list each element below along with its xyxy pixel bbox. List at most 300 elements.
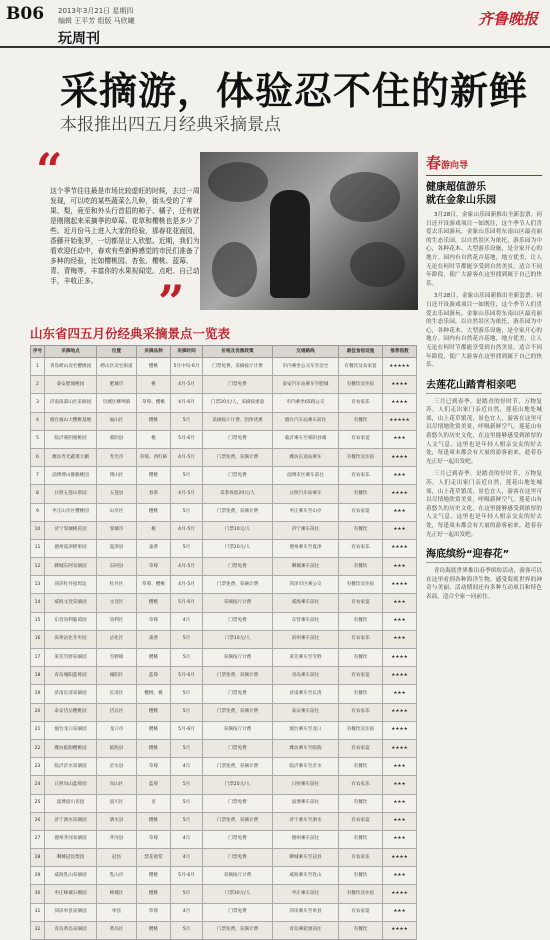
table-cell: 寿光市 bbox=[97, 448, 137, 466]
table-cell: ★★★★★ bbox=[383, 358, 417, 376]
table-cell: ★★★★ bbox=[383, 849, 417, 867]
table-cell: 门票免费 bbox=[203, 558, 273, 576]
table-cell: 门票免费，采摘计费 bbox=[203, 448, 273, 466]
table-cell: 6 bbox=[31, 448, 45, 466]
table-cell: 樱桃 bbox=[137, 867, 171, 885]
table-cell: 4月 bbox=[171, 849, 203, 867]
table-cell: 博山区 bbox=[97, 467, 137, 485]
table-cell: 烟台福山大樱桃基地 bbox=[45, 412, 97, 430]
table-cell: 采摘按斤计费 bbox=[203, 594, 273, 612]
table-cell: 菏泽牡丹园周边 bbox=[45, 576, 97, 594]
table-row bbox=[31, 830, 417, 848]
table-header-cell: 最佳食宿设施 bbox=[339, 346, 383, 358]
table-row bbox=[31, 539, 417, 557]
table-cell: 枣庄峄城石榴园 bbox=[45, 885, 97, 903]
table-row bbox=[31, 685, 417, 703]
table-cell: 樱桃 bbox=[137, 412, 171, 430]
table-cell: 4月-5月 bbox=[171, 485, 203, 503]
table-cell: 桑葚 bbox=[137, 630, 171, 648]
open-quote-icon: “ bbox=[36, 143, 63, 197]
table-cell: 门票免费 bbox=[203, 612, 273, 630]
table-cell: 20 bbox=[31, 703, 45, 721]
table-cell: ★★★ bbox=[383, 430, 417, 448]
table-row bbox=[31, 448, 417, 466]
table-cell: 5月-6月 bbox=[171, 667, 203, 685]
table-cell: 历城区柳埠镇 bbox=[97, 394, 137, 412]
table-cell: 采茶体验20元/人 bbox=[203, 485, 273, 503]
table-cell: 1 bbox=[31, 358, 45, 376]
table-row bbox=[31, 667, 417, 685]
table-cell: 牡丹区 bbox=[97, 576, 137, 594]
table-header-cell: 位置 bbox=[97, 346, 137, 358]
table-cell: 4月 bbox=[171, 612, 203, 630]
table-cell: 门票免费 bbox=[203, 739, 273, 757]
table-cell: ★★★★ bbox=[383, 703, 417, 721]
close-quote-icon: ” bbox=[158, 275, 185, 329]
table-body bbox=[31, 358, 417, 940]
table-cell: 济南南部山区采摘园 bbox=[45, 394, 97, 412]
table-cell: 采摘按斤计费，团体优惠 bbox=[203, 412, 273, 430]
table-row bbox=[31, 921, 417, 939]
table-cell: 门票免费 bbox=[203, 849, 273, 867]
table-cell: 有餐饮及住宿 bbox=[339, 885, 383, 903]
table-cell: ★★★★ bbox=[383, 376, 417, 394]
table-cell: 临朐县 bbox=[97, 739, 137, 757]
table-cell: 有农家乐 bbox=[339, 539, 383, 557]
table-cell: 桃 bbox=[137, 521, 171, 539]
table-cell: 烟台龙口采摘园 bbox=[45, 721, 97, 739]
table-header-cell: 采摘地点 bbox=[45, 346, 97, 358]
article-photo bbox=[200, 152, 418, 310]
table-cell: 门票10元/人 bbox=[203, 630, 273, 648]
table-cell: 聊城东阿采摘园 bbox=[45, 558, 97, 576]
table-cell: 5月 bbox=[171, 412, 203, 430]
table-cell: 日照五莲山茶园 bbox=[45, 485, 97, 503]
table-cell: ★★★ bbox=[383, 776, 417, 794]
table-cell: 聊城冠县梨园 bbox=[45, 849, 97, 867]
table-cell: 泰安汽车站乘车至肥城 bbox=[273, 376, 339, 394]
table-cell: 17 bbox=[31, 649, 45, 667]
table-cell: 临沂乘车至蒙阴县城 bbox=[273, 430, 339, 448]
table-cell: 有餐饮及住宿 bbox=[339, 721, 383, 739]
table-cell: 龙口市 bbox=[97, 721, 137, 739]
table-cell: 25 bbox=[31, 794, 45, 812]
table-cell: 门票免费，采摘按斤计费 bbox=[203, 358, 273, 376]
table-cell: 樱桃 bbox=[137, 885, 171, 903]
table-cell: 日照汽车站乘车 bbox=[273, 485, 339, 503]
table-cell: 邹城市 bbox=[97, 521, 137, 539]
table-cell: 沾化区 bbox=[97, 630, 137, 648]
table-cell: 草莓 bbox=[137, 758, 171, 776]
table-cell: 22 bbox=[31, 739, 45, 757]
table-cell: 13 bbox=[31, 576, 45, 594]
table-cell: 有餐饮 bbox=[339, 867, 383, 885]
table-cell: 27 bbox=[31, 830, 45, 848]
table-cell: 31 bbox=[31, 903, 45, 921]
table-cell: ★★★★ bbox=[383, 485, 417, 503]
table-row bbox=[31, 358, 417, 376]
table-cell: 19 bbox=[31, 685, 45, 703]
picking-spots-table bbox=[30, 345, 417, 940]
table-cell: 5月 bbox=[171, 885, 203, 903]
table-row bbox=[31, 867, 417, 885]
table-header-cell: 采摘时间 bbox=[171, 346, 203, 358]
table-cell: ★★★ bbox=[383, 612, 417, 630]
table-row bbox=[31, 376, 417, 394]
table-cell: 2 bbox=[31, 376, 45, 394]
intro-paragraph: 这个季节往往最是市场比较虚旺的时候，去过一周发现，可以吃的某些蔬菜么几种，街头受的了苹果、梨，竟至和外头行首招的柿子、橘子，还有就是刚刚起来采摘季的草莓、花草和樱桃也是多少了些。近月份马上进入大家的经验，那春花花面园，香藤开始张罗，一切都是让人欣慰。近期，我们为看欢迎任动中，春欢有些新鲜感觉的市民们准备了多种的经验，比如樱桃园、杏张、樱桃、蓝莓、青、青梅等，丰富你的水果视闻觉。点吧、自己动手，丰收正多。 bbox=[50, 187, 200, 285]
table-cell: 4月-5月 bbox=[171, 521, 203, 539]
table-row bbox=[31, 739, 417, 757]
table-cell: 济南长清采摘园 bbox=[45, 685, 97, 703]
table-cell: 蓝莓 bbox=[137, 776, 171, 794]
table-row bbox=[31, 703, 417, 721]
table-cell: 岚山区 bbox=[97, 776, 137, 794]
table-cell: 5月-6月 bbox=[171, 867, 203, 885]
table-cell: 蓝莓 bbox=[137, 667, 171, 685]
table-cell: 青岛乘车前往 bbox=[273, 667, 339, 685]
table-cell: 采摘按斤计费 bbox=[203, 649, 273, 667]
sidebar-story3-title: 海底缤纷“迎春花” bbox=[426, 545, 542, 563]
table-row bbox=[31, 430, 417, 448]
table-cell: 樱桃、桃 bbox=[137, 685, 171, 703]
table-cell: 蒙阴县 bbox=[97, 430, 137, 448]
table-cell: 菏泽单县采摘园 bbox=[45, 903, 97, 921]
table-cell: 有餐饮及住宿 bbox=[339, 376, 383, 394]
table-cell: ★★★★ bbox=[383, 921, 417, 939]
table-row bbox=[31, 758, 417, 776]
table-row bbox=[31, 521, 417, 539]
table-cell: 淄博博山猕猴桃园 bbox=[45, 467, 97, 485]
table-cell: ★★★★ bbox=[383, 576, 417, 594]
table-cell: 潍坊临朐樱桃园 bbox=[45, 739, 97, 757]
table-cell: 草莓 bbox=[137, 612, 171, 630]
table-cell: 有农家宴 bbox=[339, 503, 383, 521]
table-cell: 樱桃 bbox=[137, 721, 171, 739]
table-cell: 门票免费，采摘计费 bbox=[203, 503, 273, 521]
table-cell: 黄岛区 bbox=[97, 921, 137, 939]
table-cell: 莱芜雪野采摘园 bbox=[45, 649, 97, 667]
table-cell: 有农家乐 bbox=[339, 394, 383, 412]
table-cell: 门票免费 bbox=[203, 376, 273, 394]
table-cell: 肥城市 bbox=[97, 376, 137, 394]
table-cell: ★★★ bbox=[383, 685, 417, 703]
table-row bbox=[31, 612, 417, 630]
table-cell: 山亭区 bbox=[97, 503, 137, 521]
table-cell: ★★★ bbox=[383, 758, 417, 776]
table-cell: 长清区 bbox=[97, 685, 137, 703]
table-cell: 采摘按斤计费 bbox=[203, 721, 273, 739]
table-cell: 门票免费，采摘计费 bbox=[203, 667, 273, 685]
table-row bbox=[31, 503, 417, 521]
table-title: 山东省四五月份经典采摘景点一览表 bbox=[30, 326, 231, 341]
table-cell: 32 bbox=[31, 921, 45, 939]
table-cell: 烟台汽车站乘车前往 bbox=[273, 412, 339, 430]
table-cell: 临沂沂水采摘园 bbox=[45, 758, 97, 776]
table-cell: 樱桃 bbox=[137, 649, 171, 667]
table-cell: 4月-5月 bbox=[171, 576, 203, 594]
table-cell: 门票10元/人 bbox=[203, 521, 273, 539]
table-cell: 有餐饮 bbox=[339, 794, 383, 812]
table-cell: 威海乳山采摘园 bbox=[45, 867, 97, 885]
table-cell: 德州乘车前往 bbox=[273, 830, 339, 848]
table-cell: 门票免费 bbox=[203, 903, 273, 921]
table-cell: 临沂乘车至沂水 bbox=[273, 758, 339, 776]
table-cell: 7 bbox=[31, 467, 45, 485]
table-cell: 聊城乘车前往 bbox=[273, 558, 339, 576]
table-header-cell: 价格及优惠政策 bbox=[203, 346, 273, 358]
table-cell: 泰安肥城桃园 bbox=[45, 376, 97, 394]
table-cell: 采摘按斤计费 bbox=[203, 867, 273, 885]
table-cell: 草莓 bbox=[137, 830, 171, 848]
table-cell: 有餐饮 bbox=[339, 921, 383, 939]
table-cell: 29 bbox=[31, 867, 45, 885]
issue-date: 2013年3月21日 星期四 bbox=[58, 7, 134, 15]
table-cell: 聊城乘车至冠县 bbox=[273, 849, 339, 867]
table-cell: 18 bbox=[31, 667, 45, 685]
table-row bbox=[31, 412, 417, 430]
table-cell: 有农家宴 bbox=[339, 594, 383, 612]
table-cell: 青岛城阳蓝莓园 bbox=[45, 667, 97, 685]
table-cell: 草莓 bbox=[137, 558, 171, 576]
table-cell: ★★★ bbox=[383, 594, 417, 612]
table-cell: 潍坊乘车至临朐 bbox=[273, 739, 339, 757]
table-cell: 门票免费 bbox=[203, 830, 273, 848]
table-row bbox=[31, 594, 417, 612]
table-cell: 樱桃 bbox=[137, 503, 171, 521]
table-cell: 4 bbox=[31, 412, 45, 430]
table-cell: 杏 bbox=[137, 794, 171, 812]
table-cell: 东阿县 bbox=[97, 558, 137, 576]
table-cell: 9 bbox=[31, 503, 45, 521]
table-cell: 4月 bbox=[171, 830, 203, 848]
table-cell: 日照乘车前往 bbox=[273, 776, 339, 794]
table-cell: 青岛崂山北宅樱桃园 bbox=[45, 358, 97, 376]
table-cell: 30 bbox=[31, 885, 45, 903]
table-cell: ★★★ bbox=[383, 867, 417, 885]
table-cell: 德州齐河采摘园 bbox=[45, 830, 97, 848]
table-cell: 菏泽市区乘公交 bbox=[273, 576, 339, 594]
table-cell: 12 bbox=[31, 558, 45, 576]
table-cell: 春茶 bbox=[137, 485, 171, 503]
table-cell: ★★★ bbox=[383, 830, 417, 848]
table-cell: 有农家宴 bbox=[339, 903, 383, 921]
table-cell: ★★★ bbox=[383, 903, 417, 921]
table-cell: 11 bbox=[31, 539, 45, 557]
table-cell: 淄博乘车前往 bbox=[273, 794, 339, 812]
table-cell: 有餐饮 bbox=[339, 521, 383, 539]
table-cell: 5月 bbox=[171, 703, 203, 721]
table-cell: 桑葚 bbox=[137, 539, 171, 557]
table-cell: ★★★★★ bbox=[383, 412, 417, 430]
table-cell: ★★★ bbox=[383, 794, 417, 812]
table-cell: 淄博市区乘车前往 bbox=[273, 467, 339, 485]
table-cell: 5月 bbox=[171, 739, 203, 757]
table-row bbox=[31, 576, 417, 594]
table-cell: 有农家乐 bbox=[339, 703, 383, 721]
table-cell: 垦利区 bbox=[97, 612, 137, 630]
table-row bbox=[31, 812, 417, 830]
table-cell: 冠县 bbox=[97, 849, 137, 867]
table-cell: ★★★ bbox=[383, 467, 417, 485]
table-cell: ★★★★ bbox=[383, 667, 417, 685]
table-cell: 门票20元/人 bbox=[203, 539, 273, 557]
table-cell: 济宁泗水采摘园 bbox=[45, 812, 97, 830]
table-cell: 门票免费 bbox=[203, 467, 273, 485]
sidebar-column bbox=[426, 152, 542, 602]
table-cell: 齐河县 bbox=[97, 830, 137, 848]
table-cell: 城阳区 bbox=[97, 667, 137, 685]
table-header-cell: 序号 bbox=[31, 346, 45, 358]
table-cell: 樱桃 bbox=[137, 358, 171, 376]
table-cell: 济宁邹城桃花园 bbox=[45, 521, 97, 539]
table-cell: 有农家乐 bbox=[339, 467, 383, 485]
table-cell: 乳山市 bbox=[97, 867, 137, 885]
table-cell: ★★★★ bbox=[383, 448, 417, 466]
table-cell: 15 bbox=[31, 612, 45, 630]
table-cell: 24 bbox=[31, 776, 45, 794]
table-cell: ★★★ bbox=[383, 521, 417, 539]
table-cell: 门票免费，采摘计费 bbox=[203, 812, 273, 830]
table-cell: 枣庄乘车前往 bbox=[273, 885, 339, 903]
table-cell: 济宁乘车至泗水 bbox=[273, 812, 339, 830]
table-cell: 4月 bbox=[171, 903, 203, 921]
table-cell: 26 bbox=[31, 812, 45, 830]
table-cell: 枣庄乘车至山亭 bbox=[273, 503, 339, 521]
table-cell: 济宁乘车前往 bbox=[273, 521, 339, 539]
table-cell: 福山区 bbox=[97, 412, 137, 430]
table-row bbox=[31, 885, 417, 903]
table-cell: 门票免费 bbox=[203, 794, 273, 812]
table-cell: 5月 bbox=[171, 921, 203, 939]
table-cell: 文登区 bbox=[97, 594, 137, 612]
section-name: 玩周刊 bbox=[58, 31, 100, 47]
table-cell: 淄博淄川杏园 bbox=[45, 794, 97, 812]
table-cell: 有农家乐 bbox=[339, 849, 383, 867]
table-cell: 有餐饮 bbox=[339, 758, 383, 776]
table-cell: ★★★★ bbox=[383, 539, 417, 557]
table-row bbox=[31, 849, 417, 867]
table-cell: 16 bbox=[31, 630, 45, 648]
table-cell: 有农家宴 bbox=[339, 430, 383, 448]
table-cell: 市内乘坐公交车至北宅 bbox=[273, 358, 339, 376]
picking-person-silhouette bbox=[270, 190, 310, 298]
table-cell: 莱芜乘车至雪野 bbox=[273, 649, 339, 667]
table-cell: 草莓 bbox=[137, 903, 171, 921]
table-cell: 桃 bbox=[137, 430, 171, 448]
table-row bbox=[31, 649, 417, 667]
table-cell: 有餐饮 bbox=[339, 649, 383, 667]
table-cell: 潍坊长途站乘车 bbox=[273, 448, 339, 466]
sidebar-story1-title: 健康超值游乐 就在金象山乐园 bbox=[426, 182, 496, 206]
table-cell: ★★★★ bbox=[383, 739, 417, 757]
table-cell: 5月 bbox=[171, 539, 203, 557]
table-cell: 樱桃 bbox=[137, 703, 171, 721]
table-row bbox=[31, 394, 417, 412]
table-cell: 5月 bbox=[171, 630, 203, 648]
page-header bbox=[0, 0, 550, 48]
table-cell: 有农家乐 bbox=[339, 630, 383, 648]
table-cell: 峄城区 bbox=[97, 885, 137, 903]
table-cell: 门票20元/人，采摘按重量 bbox=[203, 394, 273, 412]
newspaper-logo: 齐鲁晚报 bbox=[477, 10, 538, 28]
table-cell: 潍坊寿光蔬菜大棚 bbox=[45, 448, 97, 466]
table-row bbox=[31, 467, 417, 485]
table-cell: 有农家乐 bbox=[339, 776, 383, 794]
table-cell: 4月-5月 bbox=[171, 448, 203, 466]
sidebar-story2-text-more: 三月已到春季，是踏青的好时节，万物复苏，人们走出家门亲近自然，莲花山地处城郊，山上花草繁茂，景色宜人，游客在这里可以尽情地欣赏美景，呼吸新鲜空气。莲花山有着悠久的历史文化，在这里能够感受到浓厚的人文气息。这里也是年轻人相亲交友的好去处，每逢周末都会有大量的游客前来，趁着春光正好一起出发吧。 bbox=[426, 471, 542, 538]
table-cell: 济南乘车至长清 bbox=[273, 685, 339, 703]
table-cell: 夏津县 bbox=[97, 539, 137, 557]
subheadline: 本报推出四五月经典采摘景点 bbox=[60, 115, 281, 135]
table-row bbox=[31, 558, 417, 576]
table-row bbox=[31, 721, 417, 739]
table-cell: ★★★ bbox=[383, 812, 417, 830]
table-cell: 草莓、樱桃 bbox=[137, 576, 171, 594]
table-cell: 有餐饮 bbox=[339, 558, 383, 576]
table-cell: 有餐饮及住宿 bbox=[339, 448, 383, 466]
page-number: B06 bbox=[6, 4, 45, 24]
table-cell: 樱桃 bbox=[137, 467, 171, 485]
table-cell: 门票免费，采摘计费 bbox=[203, 703, 273, 721]
table-header-row bbox=[31, 346, 417, 358]
table-cell: 10 bbox=[31, 521, 45, 539]
table-cell: 5月-6月 bbox=[171, 594, 203, 612]
table-cell: 5月 bbox=[171, 467, 203, 485]
table-cell: 有农家宴 bbox=[339, 739, 383, 757]
table-cell: 德州夏津椹果园 bbox=[45, 539, 97, 557]
table-cell: 5月-6月 bbox=[171, 721, 203, 739]
table-cell: 23 bbox=[31, 758, 45, 776]
table-cell: 4月-5月 bbox=[171, 558, 203, 576]
table-header-cell: 推荐指数 bbox=[383, 346, 417, 358]
table-cell: 德州乘车至夏津 bbox=[273, 539, 339, 557]
table-cell: 草莓、樱桃 bbox=[137, 394, 171, 412]
table-cell: 5月 bbox=[171, 812, 203, 830]
table-cell: 市内乘坐65路公交 bbox=[273, 394, 339, 412]
sidebar-kicker: 春游向导 bbox=[426, 152, 542, 176]
table-cell: 沂水县 bbox=[97, 758, 137, 776]
table-cell: 威海乘车前往 bbox=[273, 594, 339, 612]
table-cell: 泗水县 bbox=[97, 812, 137, 830]
table-cell: 5月 bbox=[171, 649, 203, 667]
table-cell: ★★★★ bbox=[383, 394, 417, 412]
table-cell: 菏泽乘车至单县 bbox=[273, 903, 339, 921]
table-cell: ★★★★ bbox=[383, 721, 417, 739]
table-cell: 枣庄山亭区樱桃园 bbox=[45, 503, 97, 521]
table-cell: 东营垦利葡萄园 bbox=[45, 612, 97, 630]
table-cell: ★★★ bbox=[383, 558, 417, 576]
table-cell: 有餐饮及农家宴 bbox=[339, 358, 383, 376]
sidebar-story1-text-more: 3月28日，金象山乐园新推出全新套票。同日还开设游戏项目一如既往，这个季节人们喜爱去乐园游玩。金象山乐园将东南山区最亮丽的生态乐园，以自然景区为依托，游乐园为中心，各种花木、大型游乐设施，是全家开心的地方。园内有自然花卉基地，地方优美，让人无论在何时节都能享受到自然美景。适合不同年龄段，使广大游客在这里找到属于自己的快乐。 bbox=[426, 293, 542, 369]
table-cell: 有农家宴 bbox=[339, 667, 383, 685]
issue-meta bbox=[58, 6, 135, 26]
table-cell: 门票免费 bbox=[203, 685, 273, 703]
table-cell: 5月 bbox=[171, 503, 203, 521]
table-cell: 5月 bbox=[171, 776, 203, 794]
table-cell: 单县 bbox=[97, 903, 137, 921]
table-cell: ★★★ bbox=[383, 503, 417, 521]
table-cell: 3 bbox=[31, 394, 45, 412]
table-cell: 滨州乘车前往 bbox=[273, 630, 339, 648]
table-cell: 有餐饮 bbox=[339, 685, 383, 703]
table-cell: 日照岚山蓝莓园 bbox=[45, 776, 97, 794]
table-cell: 草莓、西红柿 bbox=[137, 448, 171, 466]
table-row bbox=[31, 903, 417, 921]
table-cell: 樱桃 bbox=[137, 812, 171, 830]
table-cell: 桃 bbox=[137, 376, 171, 394]
table-cell: 门票20元/人 bbox=[203, 776, 273, 794]
